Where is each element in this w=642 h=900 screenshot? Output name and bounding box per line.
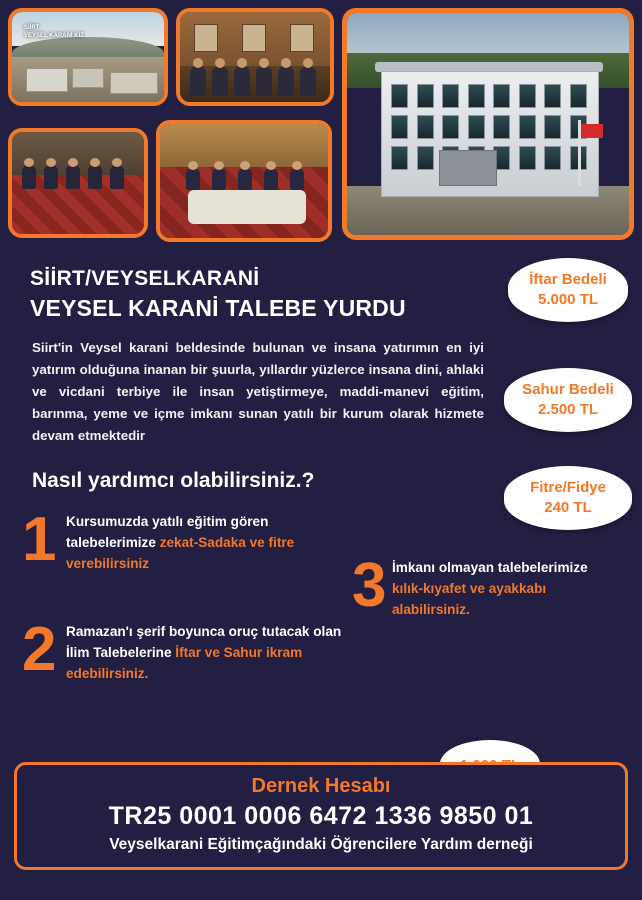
item-text-highlight: zekat-Sadaka ve fitre verebilirsiniz	[66, 535, 295, 571]
item-number: 2	[22, 615, 57, 684]
price-bubble-fitre	[504, 466, 632, 530]
help-item-1	[22, 505, 342, 574]
photo-caption: SİİRT VEYSEL KARANİ KIZ	[24, 25, 84, 39]
item-text-plain: İmkanı olmayan talebelerimize	[392, 560, 588, 575]
iban-number[interactable]: TR25 0001 0006 6472 1336 9850 01	[108, 802, 534, 830]
help-item-3	[352, 551, 622, 620]
item-text-highlight: kılık-kıyafet ve ayakkabı alabilirsiniz.	[392, 581, 547, 617]
iftar-table-photo	[156, 120, 332, 242]
item-number: 3	[352, 551, 387, 620]
item-text-highlight: İftar ve Sahur ikram edebilirsiniz.	[66, 645, 303, 681]
description-paragraph: Siirt'in Veysel karani beldesinde bulunan ve insana yatırımın en iyi yatırım olduğuna inanan bir şuurla, yıllardır yüzlerce insana dini, ahlaki ve vicdani terbiye ile insan yetiştirmeye, maddi-manevi eğitim, barınma, yeme ve içme imkanı sunan yatılı bir kurum olarak hizmete devam etmektedir	[32, 340, 484, 443]
item-text	[66, 621, 342, 684]
donation-account-box	[14, 762, 628, 870]
price-bubble-sahur	[504, 368, 632, 432]
item-text	[392, 557, 622, 620]
price-bubble-iftar	[508, 258, 628, 322]
title-line-2: VEYSEL KARANİ TALEBE YURDU	[30, 295, 406, 321]
help-question: Nasıl yardımcı olabilirsiniz.?	[32, 469, 315, 492]
price-label: Sahur Bedeli	[522, 381, 614, 398]
dormitory-building-photo	[342, 8, 634, 240]
help-item-2	[22, 615, 342, 684]
photo-collage	[0, 0, 642, 250]
item-number: 1	[22, 505, 57, 574]
village-site-photo	[8, 8, 168, 106]
item-text	[66, 511, 342, 574]
price-value: 240 TL	[544, 499, 592, 516]
students-on-carpet-photo	[8, 128, 148, 238]
title-line-1: SİİRT/VEYSELKARANİ	[30, 267, 260, 290]
price-value: 2.500 TL	[537, 401, 599, 418]
price-value: 5.000 TL	[537, 291, 599, 308]
item-text-plain: Ramazan'ı şerif boyunca oruç tutacak olan İlim Talebelerine	[66, 624, 342, 660]
page-title	[0, 256, 500, 323]
bottom-strip	[0, 874, 642, 900]
price-label: İftar Bedeli	[529, 271, 607, 288]
item-text-plain: Kursumuzda yatılı eğitim gören talebelerimize	[66, 514, 269, 550]
price-label: Fitre/Fidye	[530, 479, 606, 496]
account-title: Dernek Hesabı	[251, 775, 391, 797]
classroom-students-photo	[176, 8, 334, 106]
association-name: Veyselkarani Eğitimçağındaki Öğrencilere Yardım derneği	[109, 836, 533, 853]
